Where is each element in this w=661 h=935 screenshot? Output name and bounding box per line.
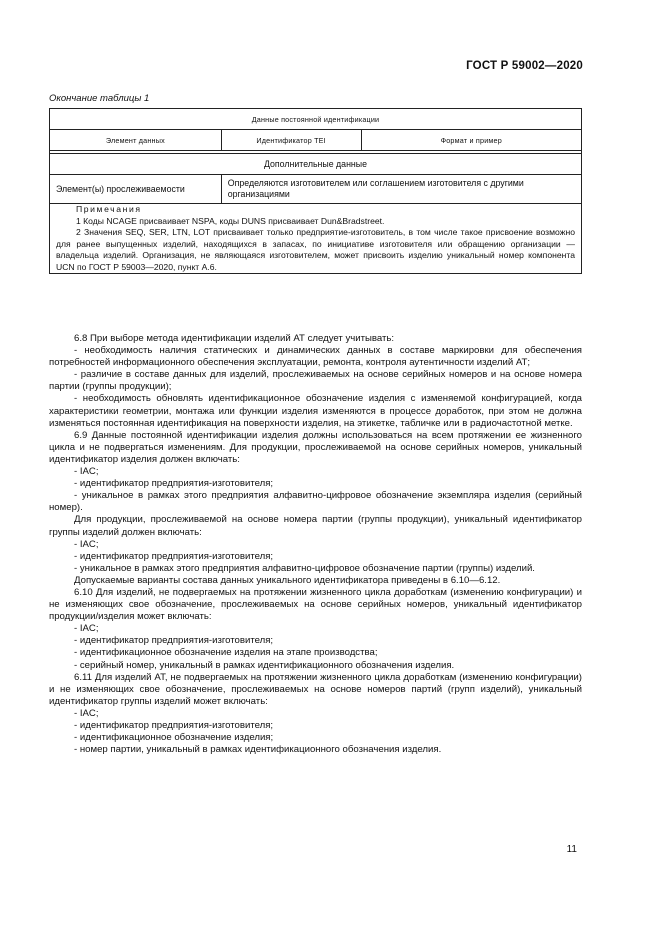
page-number: 11 xyxy=(566,844,577,855)
list-item: - IAC; xyxy=(74,466,99,478)
paragraph-6-9: 6.9 Данные постоянной идентификации изделия должны использоваться на всем протяжении ее жизненного цикла и не подвергаться изменениям. Для продукции, прослеживаемой на основе серийных номеров, уникальный идентификатор изделия должен включать: xyxy=(49,429,582,465)
table-subsection-title: Дополнительные данные xyxy=(50,154,582,175)
identification-table xyxy=(49,108,582,274)
cell-description: Определяются изготовителем или соглашением изготовителя с другими организациями xyxy=(221,175,581,204)
column-header-tei: Идентификатор TEI xyxy=(221,130,361,151)
note-2: 2 Значения SEQ, SER, LTN, LOT присваивает только предприятие-изготовитель, в том числе такое присвоение возможно для ранее выпущенных изделий, находящихся в запасах, по инициативе изготовителя или обращению организации — владельца изделий. Организация, не являющаяся изготовителем, может присвоить изделию уникальный номер компонента UCN по ГОСТ Р 59003—2020, пункт А.6. xyxy=(56,227,575,272)
table-section-title: Данные постоянной идентификации xyxy=(50,109,582,130)
list-item: - уникальное в рамках этого предприятия алфавитно-цифровое обозначение партии (группы) изделий. xyxy=(74,562,535,574)
list-item: - идентификационное обозначение изделия; xyxy=(74,732,274,744)
list-item: - номер партии, уникальный в рамках идентификационного обозначения изделия. xyxy=(74,744,442,756)
cell-element: Элемент(ы) прослеживаемости xyxy=(50,175,222,204)
list-item: - идентификатор предприятия-изготовителя; xyxy=(74,720,274,731)
list-item: - необходимость обновлять идентификационное обозначение изделия с изменяемой конфигурацией, когда характеристики геометрии, монтажа или функции изделия изменяются в процессе доработок, при этом не должна изменяться постоянная идентификация на поверхности изделия, на этикетке, табличке или в радиочастотной метке. xyxy=(49,393,582,429)
notes-title: Примечания xyxy=(76,204,142,214)
list-item: - идентификационное обозначение изделия на этапе производства; xyxy=(74,647,378,659)
list-item: - идентификатор предприятия-изготовителя; xyxy=(74,635,274,647)
paragraph-6-8: 6.8 При выборе метода идентификации изделий АТ следует учитывать: xyxy=(74,333,395,344)
table-caption: Окончание таблицы 1 xyxy=(49,93,150,104)
list-item: - IAC; xyxy=(74,538,99,550)
body-text xyxy=(49,333,582,756)
paragraph-6-11: 6.11 Для изделий АТ, не подвергаемых на протяжении жизненного цикла доработкам (изменению конфигурации) и не изменяющих свое обозначение, прослеживаемых на основе номеров партий (групп изделий), уникальный идентификатор группы изделий может включать: xyxy=(49,671,582,707)
column-header-format: Формат и пример xyxy=(361,130,581,151)
paragraph-6-10: 6.10 Для изделий, не подвергаемых на протяжении жизненного цикла доработкам (изменению конфигурации) и не изменяющих свое обозначение, прослеживаемых на основе серийных номеров, уникальный идентификатор продукции/изделия может включать: xyxy=(49,586,582,623)
paragraph-batch: Для продукции, прослеживаемой на основе номера партии (группы продукции), уникальный идентификатор группы изделий должен включать: xyxy=(49,514,582,538)
table-row xyxy=(50,175,582,204)
list-item: - IAC; xyxy=(74,623,99,635)
column-header-element: Элемент данных xyxy=(50,130,222,151)
note-1: 1 Коды NCAGE присваивает NSPA, коды DUNS присваивает Dun&Bradstreet. xyxy=(76,215,385,226)
table-notes xyxy=(50,204,582,274)
list-item: - идентификатор предприятия-изготовителя; xyxy=(74,478,274,490)
paragraph-variants: Допускаемые варианты состава данных уникального идентификатора приведены в 6.10—6.12. xyxy=(74,574,501,586)
list-item: - серийный номер, уникальный в рамках идентификационного обозначения изделия. xyxy=(74,659,455,671)
list-item: - идентификатор предприятия-изготовителя; xyxy=(74,550,274,562)
list-item: - необходимость наличия статических и динамических данных в составе маркировки для обеспечения потребностей информационного обеспечения эксплуатации, ремонта, контроля аутентичности изделий АТ; xyxy=(49,345,582,369)
list-item: - различие в составе данных для изделий, прослеживаемых на основе серийных номеров и на основе номера партии (группы продукции); xyxy=(49,369,582,393)
list-item: - IAC; xyxy=(74,707,99,719)
list-item: - уникальное в рамках этого предприятия алфавитно-цифровое обозначение экземпляра изделия (серийный номер). xyxy=(49,490,582,514)
standard-id-header: ГОСТ Р 59002—2020 xyxy=(466,60,583,72)
